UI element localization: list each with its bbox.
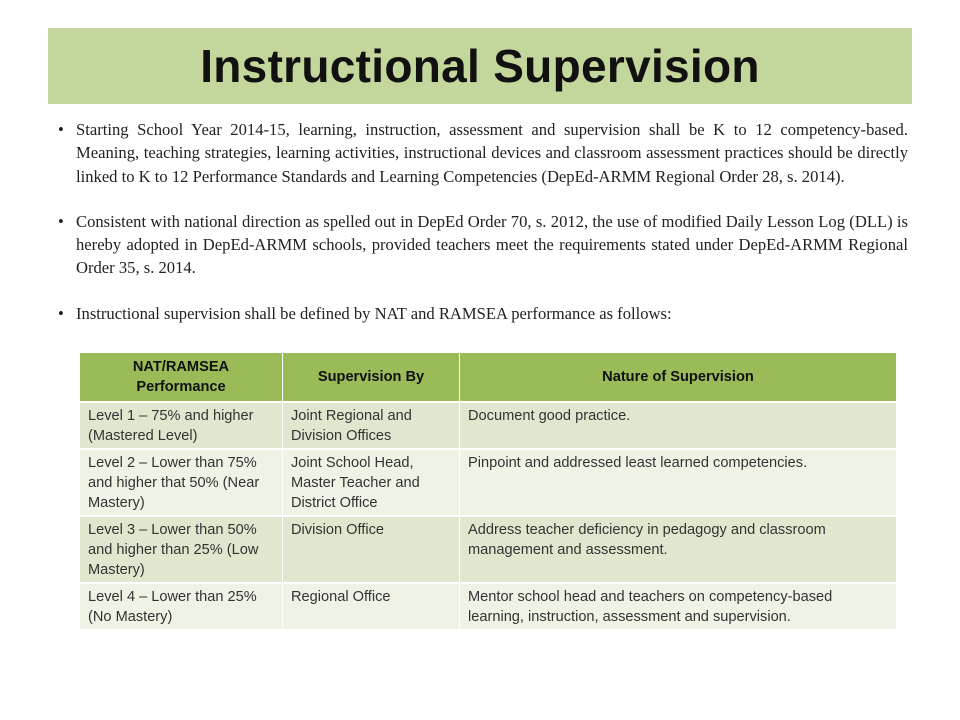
table-row	[80, 583, 896, 629]
bullet-icon: •	[58, 303, 64, 323]
bullet-item	[58, 302, 908, 325]
cell-supervision-by: Regional Office	[283, 583, 460, 629]
title-banner	[48, 28, 912, 104]
table-row	[80, 402, 896, 449]
table-row	[80, 449, 896, 516]
bullet-item	[58, 118, 908, 188]
cell-nature: Pinpoint and addressed least learned competencies.	[460, 449, 897, 516]
header-supervision-by: Supervision By	[283, 353, 460, 402]
cell-nature: Address teacher deficiency in pedagogy and classroom management and assessment.	[460, 516, 897, 583]
cell-supervision-by: Joint Regional and Division Offices	[283, 402, 460, 449]
bullet-list	[58, 118, 908, 325]
cell-supervision-by: Division Office	[283, 516, 460, 583]
cell-supervision-by: Joint School Head, Master Teacher and District Office	[283, 449, 460, 516]
bullet-icon: •	[58, 120, 64, 139]
bullet-text: Consistent with national direction as spelled out in DepEd Order 70, s. 2012, the use of modified Daily Lesson Log (DLL) is hereby adopted in DepEd-ARMM schools, provided teachers meet the requirements stated under DepEd-ARMM Regional Order 35, s. 2014.	[76, 211, 908, 278]
table-row	[80, 516, 896, 583]
bullet-text: Starting School Year 2014-15, learning, instruction, assessment and supervision shall be K to 12 competency-based. Meaning, teaching strategies, learning activities, instructional devices and classroom assessment practices should be directly linked to K to 12 Performance Standards and Learning Competencies (DepEd-ARMM Regional Order 28, s. 2014).	[76, 120, 908, 186]
cell-performance: Level 4 – Lower than 25% (No Mastery)	[80, 583, 283, 629]
cell-performance: Level 3 – Lower than 50% and higher than 25% (Low Mastery)	[80, 516, 283, 583]
header-performance: NAT/RAMSEA Performance	[80, 353, 283, 402]
bullet-text: Instructional supervision shall be defined by NAT and RAMSEA performance as follows:	[76, 303, 672, 323]
slide-title: Instructional Supervision	[200, 40, 760, 92]
header-nature: Nature of Supervision	[460, 353, 897, 402]
bullet-icon: •	[58, 211, 64, 231]
table-header-row	[80, 353, 896, 402]
cell-nature: Document good practice.	[460, 402, 897, 449]
cell-performance: Level 1 – 75% and higher (Mastered Level)	[80, 402, 283, 449]
bullet-item	[58, 210, 908, 280]
supervision-table	[80, 353, 896, 629]
cell-performance: Level 2 – Lower than 75% and higher that 50% (Near Mastery)	[80, 449, 283, 516]
cell-nature: Mentor school head and teachers on competency-based learning, instruction, assessment and supervision.	[460, 583, 897, 629]
